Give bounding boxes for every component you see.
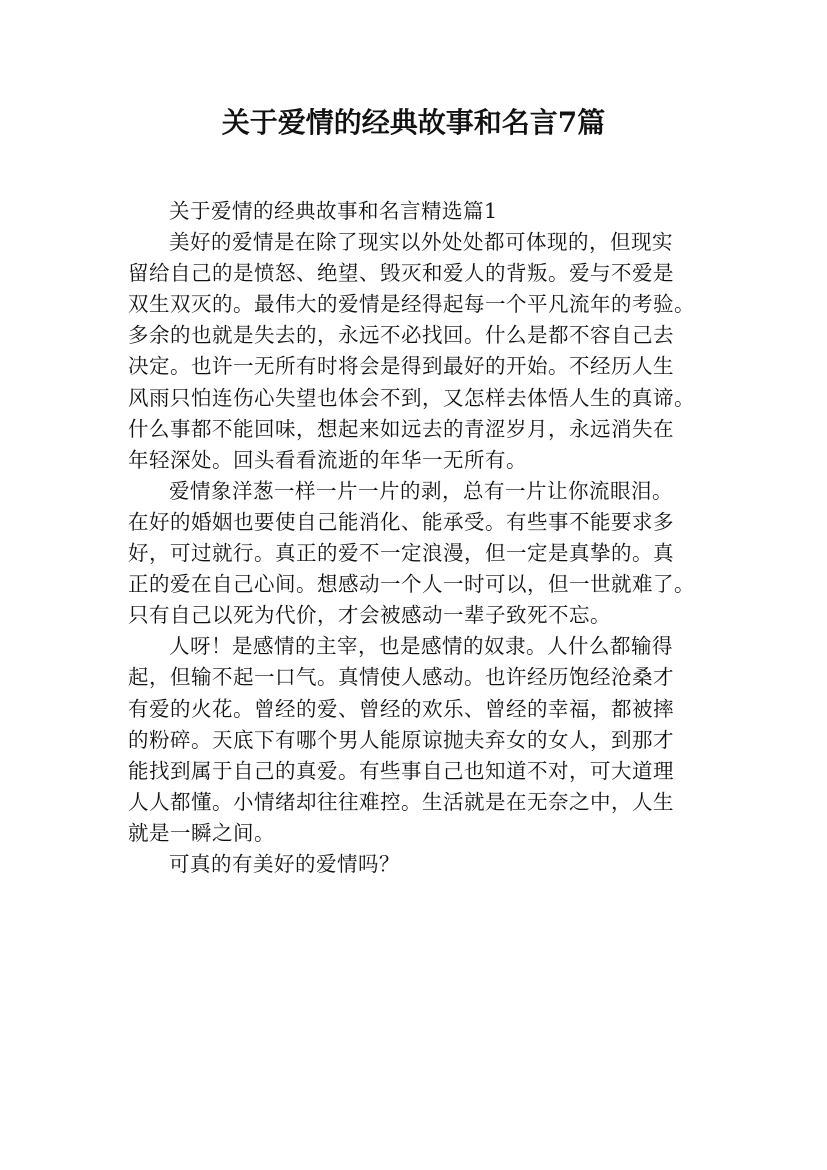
paragraph-line: 只有自己以死为代价，才会被感动一辈子致死不忘。 xyxy=(128,603,611,628)
paragraph-2 xyxy=(128,476,714,631)
paragraph-line: 正的爱在自己心间。想感动一个人一时可以，但一世就难了。 xyxy=(128,572,695,597)
paragraph-line: 人人都懂。小情绪却往往难控。生活就是在无奈之中，人生 xyxy=(128,789,674,814)
paragraph-line: 好，可过就行。真正的爱不一定浪漫，但一定是真挚的。真 xyxy=(128,541,674,566)
document-title: 关于爱情的经典故事和名言7篇 xyxy=(221,106,606,139)
paragraph-line: 留给自己的是愤怒、绝望、毁灭和爱人的背叛。爱与不爱是 xyxy=(128,261,674,286)
section-heading: 关于爱情的经典故事和名言精选篇1 xyxy=(169,199,498,223)
paragraph-line: 人呀！是感情的主宰，也是感情的奴隶。人什么都输得 xyxy=(169,634,673,659)
paragraph-3 xyxy=(128,631,714,849)
paragraph-4 xyxy=(128,849,714,880)
paragraph-line: 多余的也就是失去的，永远不必找回。什么是都不容自己去 xyxy=(128,323,674,348)
paragraph-line: 年轻深处。回头看看流逝的年华一无所有。 xyxy=(128,447,527,472)
paragraph-line: 爱情象洋葱一样一片一片的剥，总有一片让你流眼泪。 xyxy=(169,478,673,503)
document-body xyxy=(128,196,714,880)
paragraph-line: 可真的有美好的爱情吗？ xyxy=(169,851,400,876)
paragraph-line: 在好的婚姻也要使自己能消化、能承受。有些事不能要求多 xyxy=(128,509,674,534)
paragraph-line: 决定。也许一无所有时将会是得到最好的开始。不经历人生 xyxy=(128,354,674,379)
paragraph-line: 有爱的火花。曾经的爱、曾经的欢乐、曾经的幸福，都被摔 xyxy=(128,696,674,721)
paragraph-line: 风雨只怕连伤心失望也体会不到，又怎样去体悟人生的真谛。 xyxy=(128,385,695,410)
paragraph-line: 就是一瞬之间。 xyxy=(128,820,275,845)
paragraph-1 xyxy=(128,227,714,476)
paragraph-line: 双生双灭的。最伟大的爱情是经得起每一个平凡流年的考验。 xyxy=(128,292,695,317)
paragraph-line: 什么事都不能回味，想起来如远去的青涩岁月，永远消失在 xyxy=(128,416,674,441)
paragraph-line: 的粉碎。天底下有哪个男人能原谅抛夫弃女的女人，到那才 xyxy=(128,727,674,752)
paragraph-line: 美好的爱情是在除了现实以外处处都可体现的，但现实 xyxy=(169,230,673,255)
paragraph-line: 能找到属于自己的真爱。有些事自己也知道不对，可大道理 xyxy=(128,758,674,783)
paragraph-line: 起，但输不起一口气。真情使人感动。也许经历饱经沧桑才 xyxy=(128,665,674,690)
